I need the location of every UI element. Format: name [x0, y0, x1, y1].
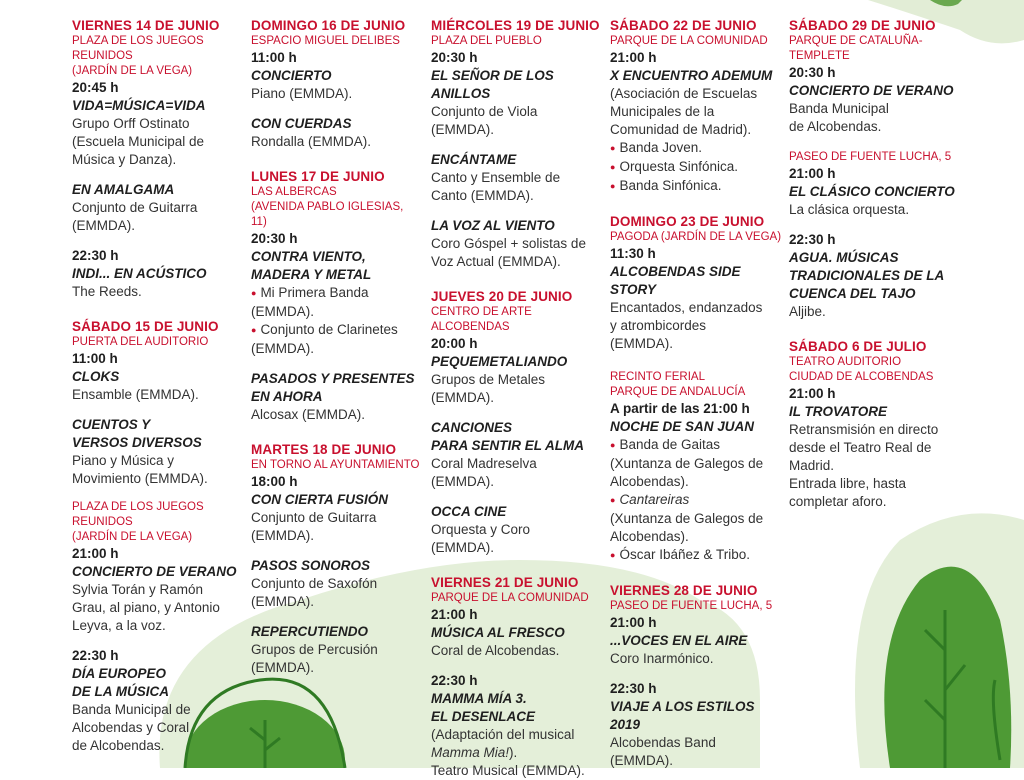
event-day: SÁBADO 6 DE JULIO — [789, 339, 927, 354]
event-desc: Piano y Música y — [72, 453, 175, 468]
event-desc: Grupo Orff Ostinato — [72, 116, 190, 131]
event-day: VIERNES 21 DE JUNIO — [431, 575, 579, 590]
event-desc: Coro Góspel + solistas de — [431, 236, 586, 251]
event-time: 20:45 h — [72, 80, 119, 95]
event-desc: (EMMDA). — [431, 540, 494, 555]
event-desc: Coral Madreselva — [431, 456, 537, 471]
event-block — [431, 217, 601, 271]
event-place: EN TORNO AL AYUNTAMIENTO — [251, 459, 420, 471]
event-place: PASEO DE FUENTE LUCHA, 5 — [789, 151, 952, 163]
event-title: EL DESENLACE — [431, 709, 536, 724]
event-title: MADERA Y METAL — [251, 267, 372, 282]
event-desc: Municipales de la — [610, 104, 715, 119]
event-place: ESPACIO MIGUEL DELIBES — [251, 35, 400, 47]
event-time: 11:30 h — [610, 246, 656, 261]
event-bullet: ● Banda Sinfónica. — [610, 177, 782, 196]
event-day: VIERNES 28 DE JUNIO — [610, 583, 758, 598]
event-bullet: ● Cantareiras — [610, 491, 782, 510]
event-place: (JARDÍN DE LA VEGA) — [72, 65, 193, 77]
event-desc: Rondalla (EMMDA). — [251, 134, 372, 149]
event-desc: (EMMDA). — [431, 390, 494, 405]
event-title: CON CUERDAS — [251, 116, 352, 131]
event-desc: Grupos de Metales — [431, 372, 546, 387]
event-block — [431, 151, 601, 205]
event-day: SÁBADO 29 DE JUNIO — [789, 18, 936, 33]
event-bullet: ● Banda de Gaitas — [610, 436, 782, 455]
event-title: PARA SENTIR EL ALMA — [431, 438, 585, 453]
event-block — [72, 647, 240, 755]
event-desc: Encantados, endanzados — [610, 300, 763, 315]
event-desc: (EMMDA). — [610, 336, 673, 351]
event-desc: Conjunto de Saxofón — [251, 576, 378, 591]
event-title: CONTRA VIENTO, — [251, 249, 366, 264]
event-bullet: ● Banda Joven. — [610, 139, 782, 158]
event-block — [72, 17, 240, 169]
event-desc: Leyva, a la voz. — [72, 618, 166, 633]
event-time: 22:30 h — [610, 681, 657, 696]
event-desc: Banda Municipal — [789, 101, 889, 116]
event-desc: Entrada libre, hasta — [789, 476, 907, 491]
event-block — [251, 17, 421, 103]
event-place: PLAZA DE LOS JUEGOS — [72, 501, 204, 513]
event-desc: Música y Danza). — [72, 152, 177, 167]
event-title: DÍA EUROPEO — [72, 666, 167, 681]
event-desc: de Alcobendas. — [789, 119, 882, 134]
event-title: CONCIERTO DE VERANO — [72, 564, 237, 579]
event-desc: Alcobendas Band — [610, 735, 716, 750]
event-desc: (EMMDA). — [251, 660, 314, 675]
event-desc: Voz Actual (EMMDA). — [431, 254, 561, 269]
event-block — [610, 582, 782, 668]
event-day: JUEVES 20 DE JUNIO — [431, 289, 573, 304]
event-title: ALCOBENDAS SIDE STORY — [610, 264, 741, 297]
event-day: SÁBADO 15 DE JUNIO — [72, 319, 219, 334]
event-desc: Alcosax (EMMDA). — [251, 407, 366, 422]
event-title: CUENTOS Y — [72, 417, 151, 432]
event-desc: The Reeds. — [72, 284, 142, 299]
event-day: MARTES 18 DE JUNIO — [251, 442, 397, 457]
event-place: PLAZA DEL PUEBLO — [431, 35, 542, 47]
event-place: PARQUE DE LA COMUNIDAD — [431, 592, 589, 604]
event-desc: Coro Inarmónico. — [610, 651, 714, 666]
event-title: EL CLÁSICO CONCIERTO — [789, 184, 955, 199]
column-5 — [789, 17, 959, 511]
event-time: 18:00 h — [251, 474, 298, 489]
event-title: CLOKS — [72, 369, 120, 384]
event-block — [610, 17, 782, 196]
event-title: X ENCUENTRO ADEMUM — [610, 68, 773, 83]
event-title: EN AMALGAMA — [72, 182, 175, 197]
event-desc: y atrombicordes — [610, 318, 707, 333]
event-desc: Canto y Ensemble de — [431, 170, 561, 185]
event-block — [789, 150, 959, 219]
event-desc: de Alcobendas. — [72, 738, 165, 753]
event-block — [251, 623, 421, 677]
event-place: PLAZA DE LOS JUEGOS — [72, 35, 204, 47]
event-block — [431, 419, 601, 491]
event-block — [251, 441, 421, 545]
event-block — [431, 574, 601, 660]
event-desc: Orquesta y Coro — [431, 522, 531, 537]
event-title: OCCA CINE — [431, 504, 507, 519]
event-block — [72, 500, 240, 635]
event-place: TEATRO AUDITORIO — [789, 356, 902, 368]
event-block — [251, 168, 421, 358]
event-time: 22:30 h — [789, 232, 836, 247]
event-time: 21:00 h — [72, 546, 119, 561]
column-2 — [251, 17, 421, 677]
event-desc: (EMMDA). — [431, 474, 494, 489]
event-desc — [431, 744, 601, 762]
event-time: 11:00 h — [72, 351, 118, 366]
event-desc: (EMMDA). — [251, 528, 314, 543]
event-block — [251, 370, 421, 424]
event-block — [431, 17, 601, 139]
event-place: PARQUE DE LA COMUNIDAD — [610, 35, 768, 47]
event-desc: (EMMDA). — [431, 122, 494, 137]
event-title: EN AHORA — [251, 389, 323, 404]
event-time: 20:30 h — [789, 65, 836, 80]
event-block — [431, 503, 601, 557]
event-title: LA VOZ AL VIENTO — [431, 218, 555, 233]
event-desc: Teatro Musical (EMMDA). — [431, 763, 585, 778]
event-title: VIDA=MÚSICA=VIDA — [72, 98, 206, 113]
event-title: CUENCA DEL TAJO — [789, 286, 916, 301]
event-desc: Canto (EMMDA). — [431, 188, 534, 203]
event-day: SÁBADO 22 DE JUNIO — [610, 18, 757, 33]
event-title: PEQUEMETALIANDO — [431, 354, 568, 369]
event-place: PAGODA (JARDÍN DE LA VEGA) — [610, 231, 782, 243]
event-place: (JARDÍN DE LA VEGA) — [72, 531, 193, 543]
event-title: ...VOCES EN EL AIRE — [610, 633, 748, 648]
event-day: VIERNES 14 DE JUNIO — [72, 18, 220, 33]
event-title: VERSOS DIVERSOS — [72, 435, 202, 450]
event-title: NOCHE DE SAN JUAN — [610, 419, 755, 434]
event-block — [789, 231, 959, 321]
event-title: MAMMA MÍA 3. — [431, 691, 527, 706]
event-title: EL SEÑOR DE LOS ANILLOS — [431, 68, 554, 101]
event-block — [431, 672, 601, 780]
event-place: RECINTO FERIAL — [610, 371, 705, 383]
event-title: CON CIERTA FUSIÓN — [251, 492, 389, 507]
event-time: 21:00 h — [610, 50, 657, 65]
event-desc: (Adaptación del musical — [431, 727, 575, 742]
event-desc: (EMMDA). — [610, 753, 673, 768]
event-title: CONCIERTO — [251, 68, 332, 83]
event-day: MIÉRCOLES 19 DE JUNIO — [431, 18, 600, 33]
event-desc: (EMMDA). — [72, 218, 135, 233]
event-title: DE LA MÚSICA — [72, 684, 169, 699]
event-desc: (EMMDA). — [251, 594, 314, 609]
event-desc: (Xuntanza de Galegos de — [610, 456, 764, 471]
event-title: CONCIERTO DE VERANO — [789, 83, 954, 98]
event-place: REUNIDOS — [72, 50, 133, 62]
event-desc: Conjunto de Guitarra — [251, 510, 377, 525]
event-desc: (Asociación de Escuelas — [610, 86, 758, 101]
event-day: DOMINGO 23 DE JUNIO — [610, 214, 765, 229]
event-block — [72, 318, 240, 404]
event-title: VIAJE A LOS ESTILOS 2019 — [610, 699, 755, 732]
event-bullet: ● Conjunto de Clarinetes — [251, 321, 421, 340]
event-block — [789, 17, 959, 136]
event-desc: Piano (EMMDA). — [251, 86, 353, 101]
event-time: 20:30 h — [251, 231, 298, 246]
event-bullet: ● Orquesta Sinfónica. — [610, 158, 782, 177]
event-time: 20:00 h — [431, 336, 478, 351]
event-time: 22:30 h — [72, 648, 119, 663]
event-desc: (EMMDA). — [251, 304, 314, 319]
event-day: LUNES 17 DE JUNIO — [251, 169, 385, 184]
event-time: 20:30 h — [431, 50, 478, 65]
event-desc: Alcobendas). — [610, 474, 689, 489]
event-desc-italic: Mamma Mia! — [431, 745, 510, 760]
event-block — [610, 680, 782, 770]
event-time: A partir de las 21:00 h — [610, 401, 750, 416]
event-place: PUERTA DEL AUDITORIO — [72, 336, 209, 348]
event-desc: completar aforo. — [789, 494, 887, 509]
event-place: TEMPLETE — [789, 50, 850, 62]
event-desc-after: ). — [509, 745, 518, 760]
event-time: 21:00 h — [789, 166, 836, 181]
event-block — [251, 115, 421, 151]
event-title: ENCÁNTAME — [431, 152, 517, 167]
event-block — [610, 370, 782, 565]
column-1 — [72, 17, 240, 755]
event-title: MÚSICA AL FRESCO — [431, 625, 565, 640]
event-desc: La clásica orquesta. — [789, 202, 910, 217]
event-title: PASOS SONOROS — [251, 558, 371, 573]
event-place: PASEO DE FUENTE LUCHA, 5 — [610, 600, 773, 612]
event-desc: Sylvia Torán y Ramón — [72, 582, 204, 597]
event-block — [610, 213, 782, 353]
event-desc: desde el Teatro Real de — [789, 440, 932, 455]
event-block — [72, 181, 240, 235]
event-desc: (EMMDA). — [251, 341, 314, 356]
event-desc: Banda Municipal de — [72, 702, 191, 717]
event-place: PARQUE DE ANDALUCÍA — [610, 386, 746, 398]
event-title: CANCIONES — [431, 420, 513, 435]
event-block — [72, 416, 240, 488]
event-block — [431, 288, 601, 407]
event-place: REUNIDOS — [72, 516, 133, 528]
event-place: CENTRO DE ARTE — [431, 306, 532, 318]
event-block — [789, 338, 959, 511]
event-bullet: ● Mi Primera Banda — [251, 284, 421, 303]
column-4 — [610, 17, 782, 770]
event-desc: Movimiento (EMMDA). — [72, 471, 208, 486]
event-time: 22:30 h — [72, 248, 119, 263]
event-time: 21:00 h — [789, 386, 836, 401]
event-desc: Grau, al piano, y Antonio — [72, 600, 220, 615]
column-3 — [431, 17, 601, 780]
event-place: (AVENIDA PABLO IGLESIAS, 11) — [251, 201, 404, 228]
event-time: 21:00 h — [610, 615, 657, 630]
event-title: REPERCUTIENDO — [251, 624, 369, 639]
event-place: PARQUE DE CATALUÑA- — [789, 35, 923, 47]
event-title: PASADOS Y PRESENTES — [251, 371, 415, 386]
event-title: TRADICIONALES DE LA — [789, 268, 945, 283]
event-desc: Coral de Alcobendas. — [431, 643, 560, 658]
event-desc: Alcobendas). — [610, 529, 689, 544]
event-title: IL TROVATORE — [789, 404, 888, 419]
event-place: LAS ALBERCAS — [251, 186, 337, 198]
event-desc: Conjunto de Viola — [431, 104, 538, 119]
event-desc: Aljibe. — [789, 304, 826, 319]
event-desc: Comunidad de Madrid). — [610, 122, 752, 137]
event-desc: Madrid. — [789, 458, 835, 473]
event-block — [72, 247, 240, 301]
event-bullet: ● Óscar Ibáñez & Tribo. — [610, 546, 782, 565]
event-title: AGUA. MÚSICAS — [789, 250, 899, 265]
event-title: INDI... EN ACÚSTICO — [72, 266, 207, 281]
event-place: ALCOBENDAS — [431, 321, 510, 333]
event-time: 21:00 h — [431, 607, 478, 622]
event-place: CIUDAD DE ALCOBENDAS — [789, 371, 934, 383]
event-desc: (Xuntanza de Galegos de — [610, 511, 764, 526]
event-desc: Retransmisión en directo — [789, 422, 939, 437]
event-block — [251, 557, 421, 611]
event-desc: Ensamble (EMMDA). — [72, 387, 199, 402]
event-desc: Conjunto de Guitarra — [72, 200, 198, 215]
event-time: 11:00 h — [251, 50, 297, 65]
event-desc: (Escuela Municipal de — [72, 134, 205, 149]
event-desc: Alcobendas y Coral — [72, 720, 190, 735]
event-day: DOMINGO 16 DE JUNIO — [251, 18, 406, 33]
event-time: 22:30 h — [431, 673, 478, 688]
event-desc: Grupos de Percusión — [251, 642, 378, 657]
